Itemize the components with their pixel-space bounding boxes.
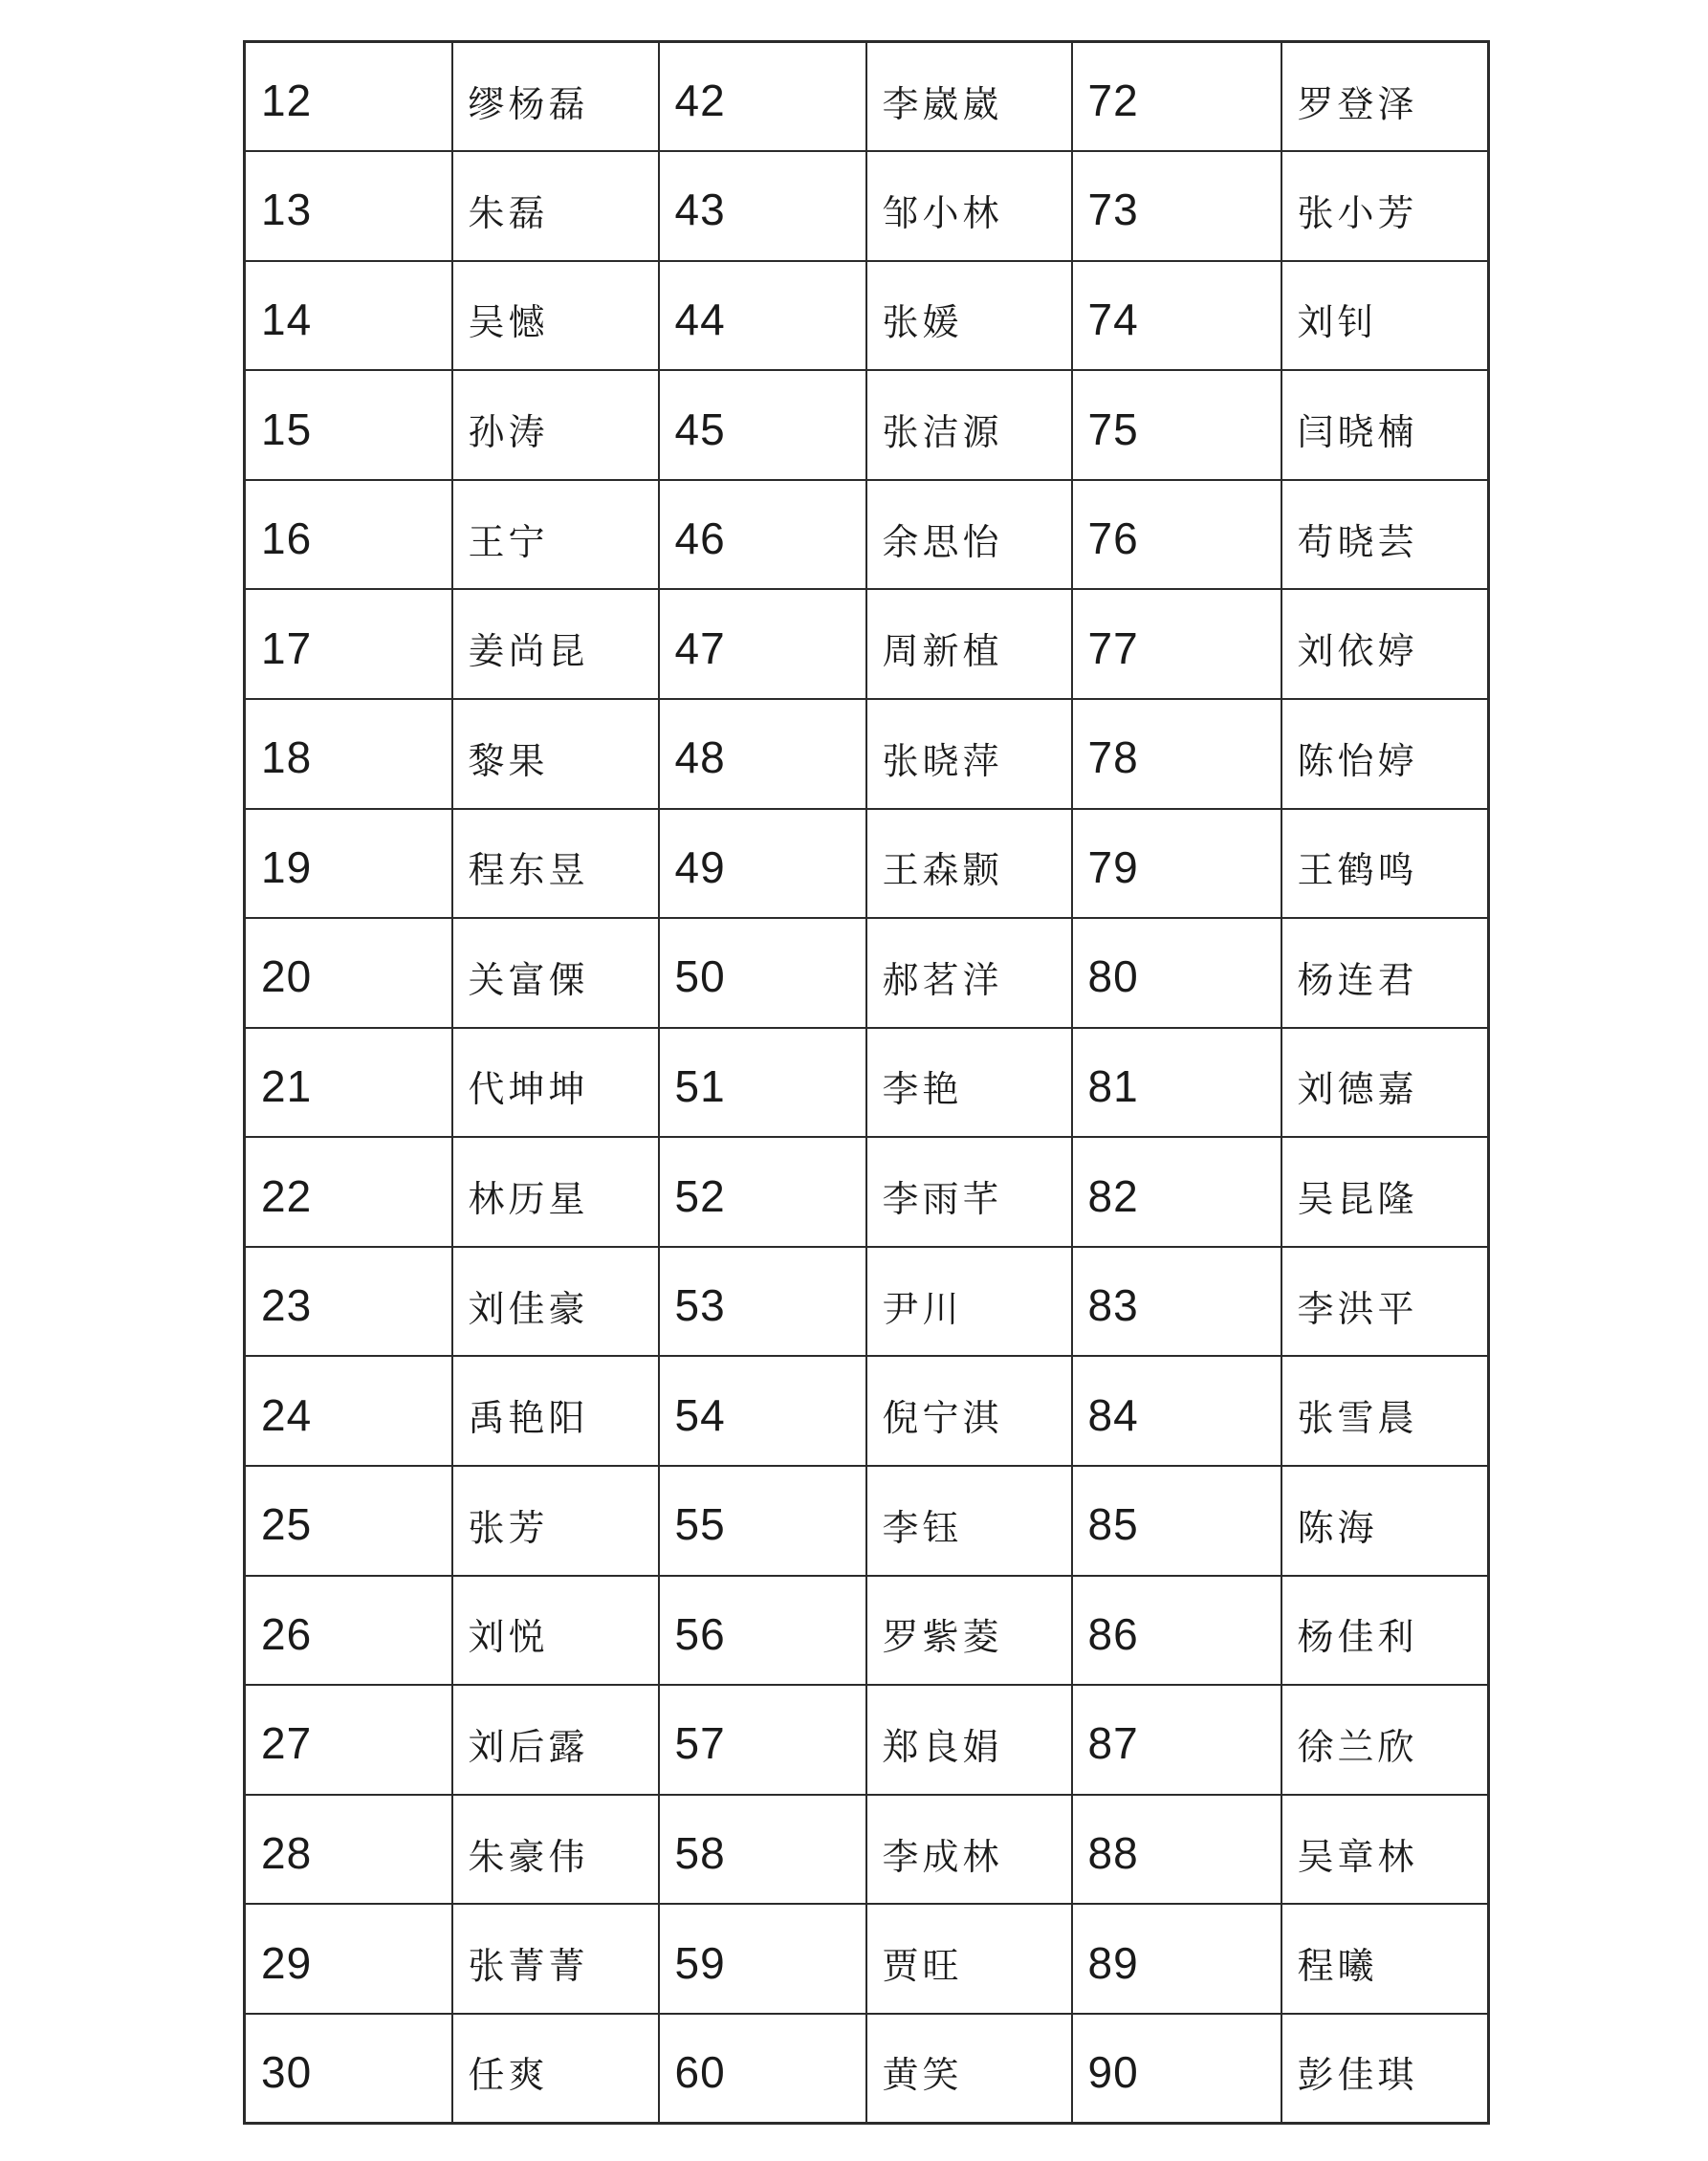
table-row [245, 809, 1489, 919]
table-row [245, 2014, 1489, 2124]
name-cell: 余思怡 [866, 480, 1072, 590]
name-cell: 杨连君 [1281, 918, 1489, 1028]
name-cell: 关富傈 [452, 918, 659, 1028]
serial-cell: 26 [245, 1576, 452, 1686]
name-cell: 刘德嘉 [1281, 1028, 1489, 1138]
name-cell: 贾旺 [866, 1904, 1072, 2014]
name-cell: 吴昆隆 [1281, 1137, 1489, 1247]
serial-cell: 13 [245, 151, 452, 261]
name-cell: 朱豪伟 [452, 1795, 659, 1905]
serial-cell: 49 [659, 809, 866, 919]
name-cell: 黄笑 [866, 2014, 1072, 2124]
serial-cell: 76 [1072, 480, 1281, 590]
serial-cell: 43 [659, 151, 866, 261]
serial-cell: 85 [1072, 1466, 1281, 1576]
name-cell: 郑良娟 [866, 1685, 1072, 1795]
serial-cell: 15 [245, 370, 452, 480]
serial-cell: 77 [1072, 589, 1281, 699]
serial-cell: 51 [659, 1028, 866, 1138]
name-cell: 程曦 [1281, 1904, 1489, 2014]
name-cell: 张媛 [866, 261, 1072, 371]
serial-cell: 56 [659, 1576, 866, 1686]
table-row [245, 1576, 1489, 1686]
serial-cell: 88 [1072, 1795, 1281, 1905]
name-cell: 李雨芊 [866, 1137, 1072, 1247]
name-cell: 罗紫菱 [866, 1576, 1072, 1686]
serial-cell: 58 [659, 1795, 866, 1905]
name-cell: 程东昱 [452, 809, 659, 919]
serial-cell: 28 [245, 1795, 452, 1905]
serial-cell: 25 [245, 1466, 452, 1576]
serial-cell: 80 [1072, 918, 1281, 1028]
serial-cell: 27 [245, 1685, 452, 1795]
name-cell: 罗登泽 [1281, 42, 1489, 152]
name-cell: 吴憾 [452, 261, 659, 371]
name-cell: 缪杨磊 [452, 42, 659, 152]
serial-cell: 60 [659, 2014, 866, 2124]
serial-cell: 19 [245, 809, 452, 919]
name-cell: 张晓萍 [866, 699, 1072, 809]
serial-cell: 16 [245, 480, 452, 590]
name-cell: 王森颢 [866, 809, 1072, 919]
serial-cell: 54 [659, 1356, 866, 1466]
roster-body [245, 42, 1489, 2124]
name-cell: 陈怡婷 [1281, 699, 1489, 809]
name-cell: 李钰 [866, 1466, 1072, 1576]
name-cell: 王宁 [452, 480, 659, 590]
name-cell: 闫晓楠 [1281, 370, 1489, 480]
table-row [245, 1685, 1489, 1795]
table-row [245, 918, 1489, 1028]
serial-cell: 75 [1072, 370, 1281, 480]
table-row [245, 261, 1489, 371]
serial-cell: 18 [245, 699, 452, 809]
name-cell: 刘依婷 [1281, 589, 1489, 699]
serial-cell: 23 [245, 1247, 452, 1357]
serial-cell: 20 [245, 918, 452, 1028]
name-cell: 刘钊 [1281, 261, 1489, 371]
table-row [245, 1356, 1489, 1466]
serial-cell: 86 [1072, 1576, 1281, 1686]
serial-cell: 50 [659, 918, 866, 1028]
serial-cell: 47 [659, 589, 866, 699]
table-row [245, 1795, 1489, 1905]
serial-cell: 83 [1072, 1247, 1281, 1357]
serial-cell: 12 [245, 42, 452, 152]
name-cell: 黎果 [452, 699, 659, 809]
serial-cell: 42 [659, 42, 866, 152]
name-cell: 孙涛 [452, 370, 659, 480]
name-cell: 朱磊 [452, 151, 659, 261]
name-cell: 李成林 [866, 1795, 1072, 1905]
name-cell: 徐兰欣 [1281, 1685, 1489, 1795]
name-cell: 代坤坤 [452, 1028, 659, 1138]
serial-cell: 53 [659, 1247, 866, 1357]
name-cell: 吴章林 [1281, 1795, 1489, 1905]
name-cell: 邹小林 [866, 151, 1072, 261]
serial-cell: 73 [1072, 151, 1281, 261]
name-cell: 倪宁淇 [866, 1356, 1072, 1466]
name-cell: 张洁源 [866, 370, 1072, 480]
serial-cell: 14 [245, 261, 452, 371]
serial-cell: 29 [245, 1904, 452, 2014]
serial-cell: 81 [1072, 1028, 1281, 1138]
table-row [245, 1247, 1489, 1357]
name-cell: 李艳 [866, 1028, 1072, 1138]
serial-cell: 30 [245, 2014, 452, 2124]
serial-cell: 48 [659, 699, 866, 809]
name-cell: 李洪平 [1281, 1247, 1489, 1357]
name-cell: 张芳 [452, 1466, 659, 1576]
serial-cell: 87 [1072, 1685, 1281, 1795]
serial-cell: 79 [1072, 809, 1281, 919]
serial-cell: 57 [659, 1685, 866, 1795]
name-cell: 刘悦 [452, 1576, 659, 1686]
name-cell: 任爽 [452, 2014, 659, 2124]
table-row [245, 699, 1489, 809]
name-cell: 杨佳利 [1281, 1576, 1489, 1686]
serial-cell: 45 [659, 370, 866, 480]
table-row [245, 151, 1489, 261]
name-roster-table [243, 40, 1490, 2125]
serial-cell: 22 [245, 1137, 452, 1247]
name-cell: 彭佳琪 [1281, 2014, 1489, 2124]
serial-cell: 90 [1072, 2014, 1281, 2124]
name-cell: 尹川 [866, 1247, 1072, 1357]
serial-cell: 52 [659, 1137, 866, 1247]
table-row [245, 480, 1489, 590]
name-cell: 李崴崴 [866, 42, 1072, 152]
name-cell: 姜尚昆 [452, 589, 659, 699]
serial-cell: 78 [1072, 699, 1281, 809]
name-cell: 刘后露 [452, 1685, 659, 1795]
table-row [245, 1466, 1489, 1576]
table-row [245, 589, 1489, 699]
name-cell: 刘佳豪 [452, 1247, 659, 1357]
serial-cell: 46 [659, 480, 866, 590]
serial-cell: 21 [245, 1028, 452, 1138]
name-cell: 王鹤鸣 [1281, 809, 1489, 919]
table-row [245, 1028, 1489, 1138]
name-cell: 张雪晨 [1281, 1356, 1489, 1466]
serial-cell: 84 [1072, 1356, 1281, 1466]
table-row [245, 42, 1489, 152]
name-cell: 张小芳 [1281, 151, 1489, 261]
serial-cell: 17 [245, 589, 452, 699]
table-row [245, 370, 1489, 480]
serial-cell: 59 [659, 1904, 866, 2014]
name-cell: 苟晓芸 [1281, 480, 1489, 590]
serial-cell: 89 [1072, 1904, 1281, 2014]
name-cell: 郝茗洋 [866, 918, 1072, 1028]
name-cell: 林历星 [452, 1137, 659, 1247]
name-cell: 禹艳阳 [452, 1356, 659, 1466]
name-cell: 陈海 [1281, 1466, 1489, 1576]
serial-cell: 24 [245, 1356, 452, 1466]
serial-cell: 74 [1072, 261, 1281, 371]
table-row [245, 1137, 1489, 1247]
name-cell: 周新植 [866, 589, 1072, 699]
serial-cell: 44 [659, 261, 866, 371]
table-row [245, 1904, 1489, 2014]
serial-cell: 55 [659, 1466, 866, 1576]
serial-cell: 82 [1072, 1137, 1281, 1247]
serial-cell: 72 [1072, 42, 1281, 152]
name-cell: 张菁菁 [452, 1904, 659, 2014]
